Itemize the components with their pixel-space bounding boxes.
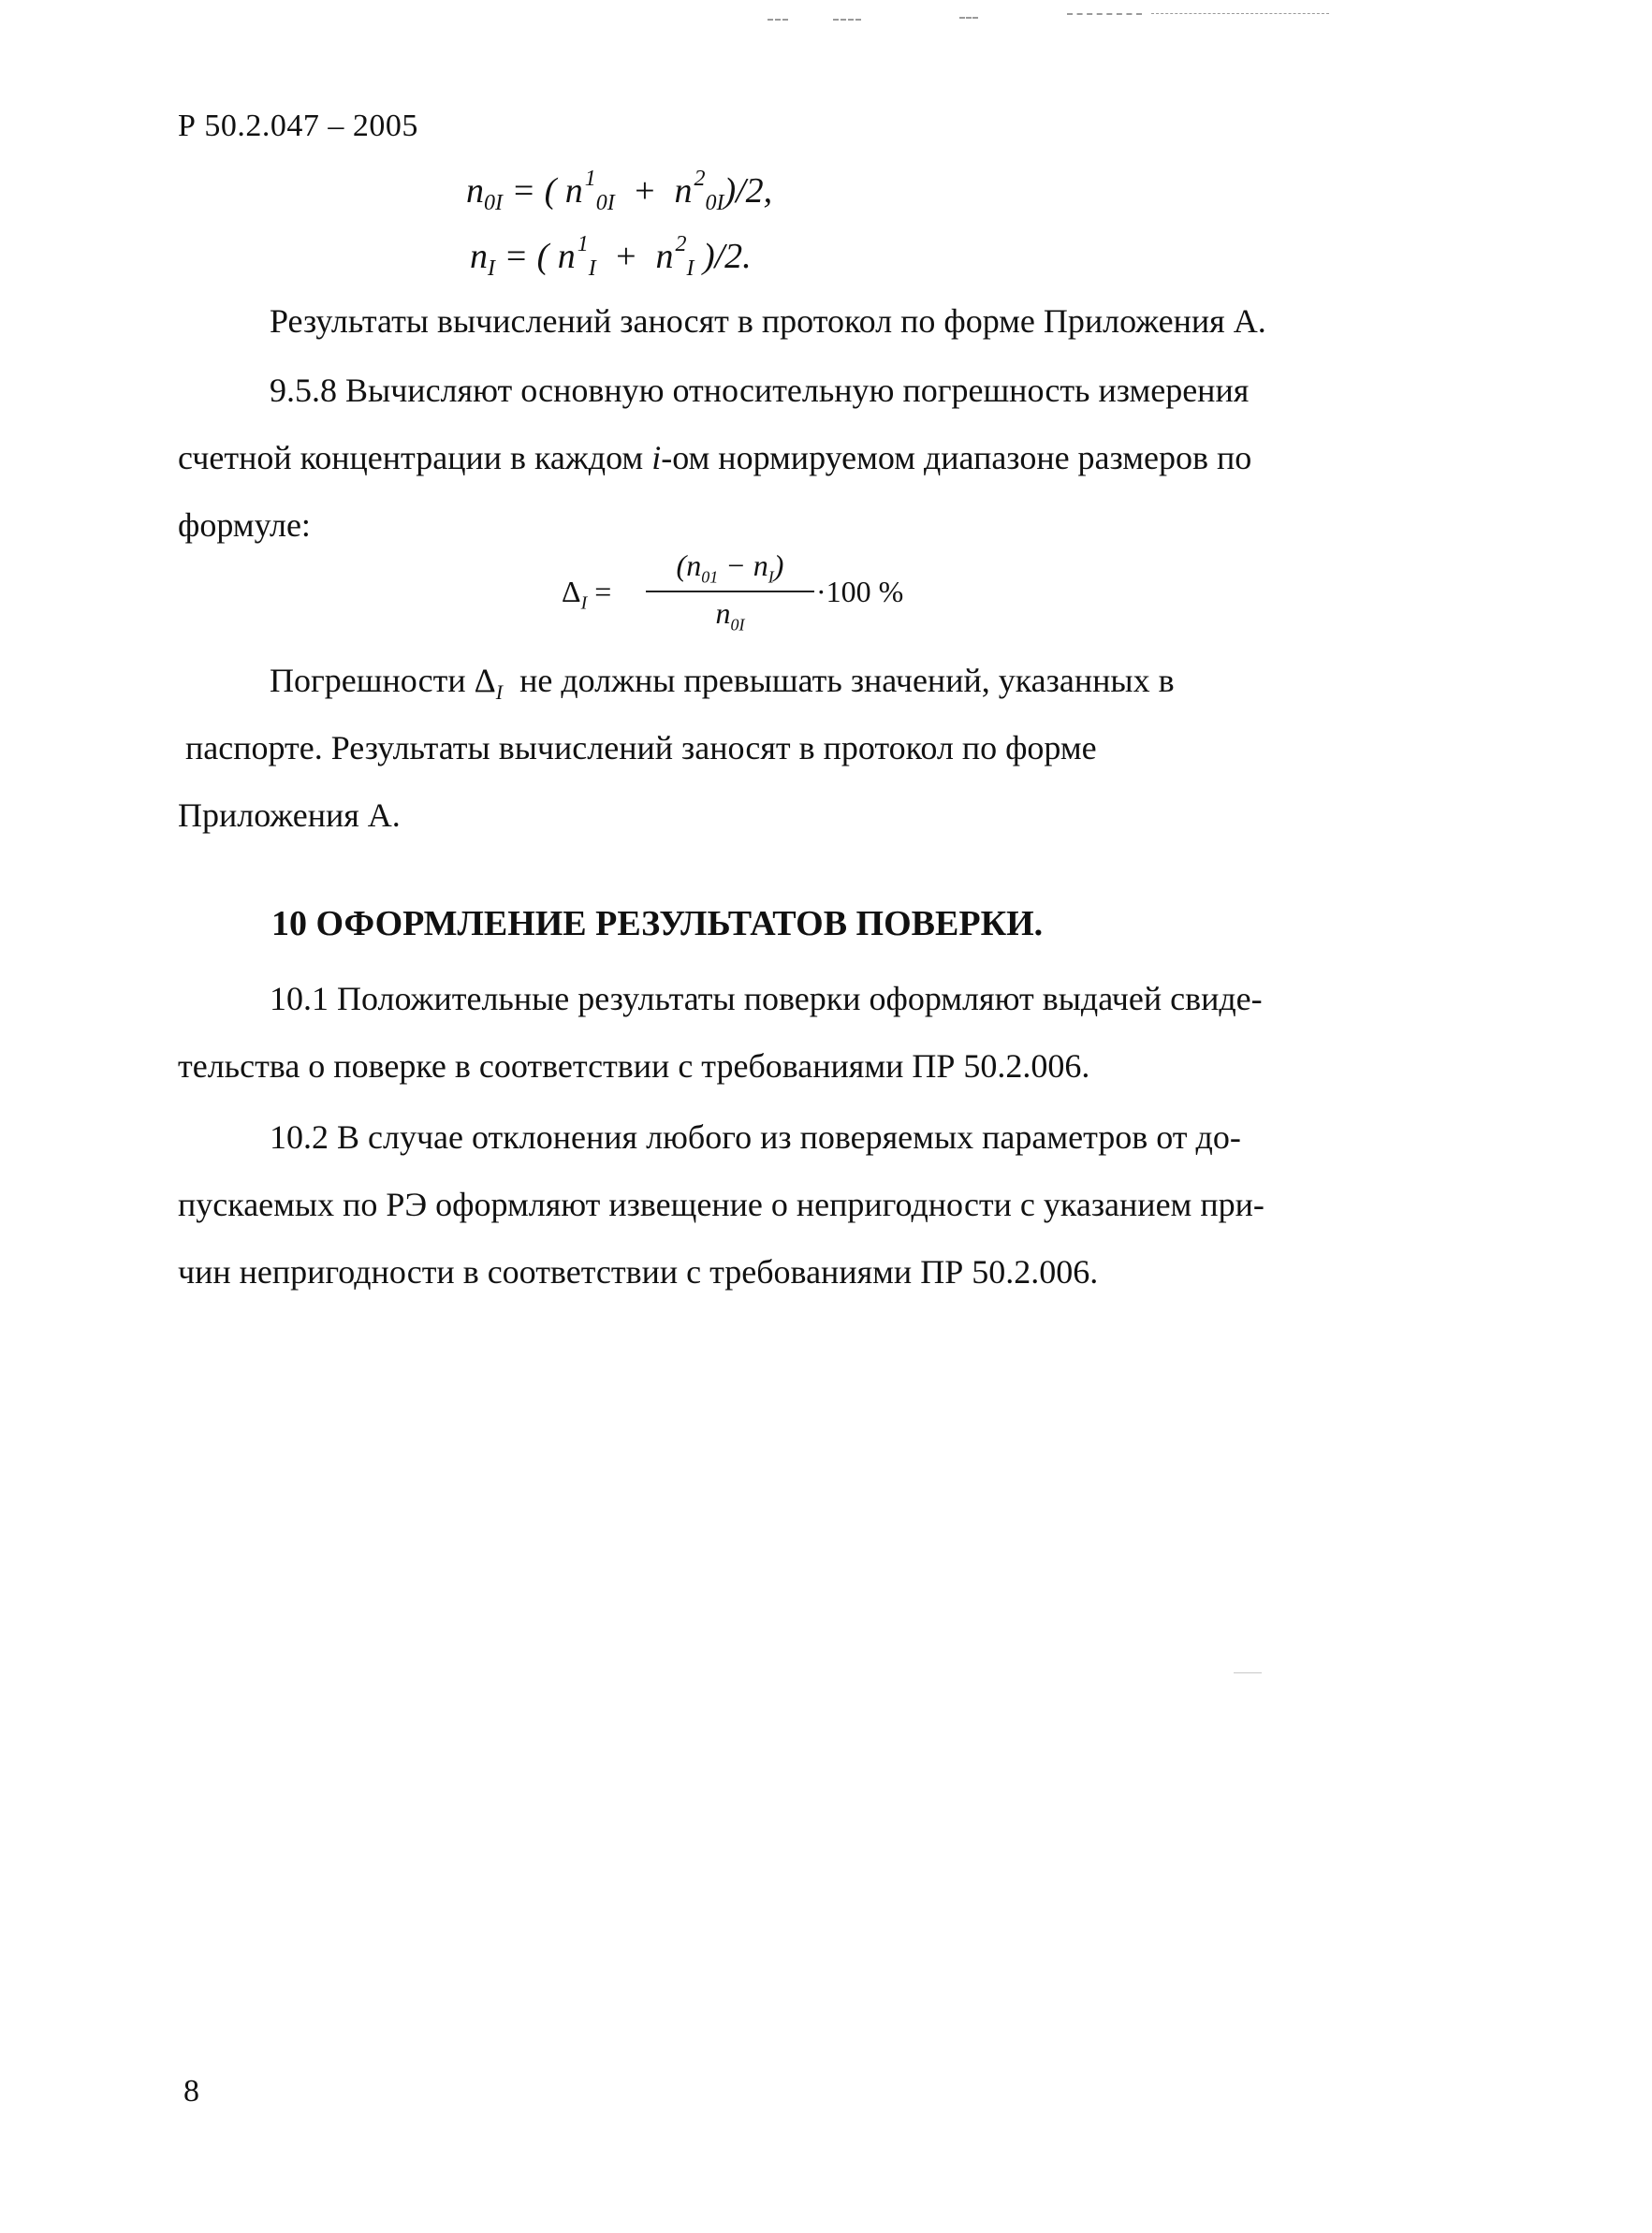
scan-artifact-marks xyxy=(768,13,1357,24)
paragraph-errors-line2: паспорте. Результаты вычислений заносят в протокол по форме xyxy=(185,729,1097,766)
paragraph-101-line1: 10.1 Положительные результаты поверки оформляют выдачей свиде- xyxy=(270,980,1263,1017)
formula-ni: $n_I$ = ( $n^1_I + n^2_I$ )/2. xyxy=(470,232,752,281)
fraction-denominator: $n_{0I}$ xyxy=(715,596,745,635)
relative-error-formula xyxy=(562,548,936,642)
paragraph-102-line2: пускаемых по РЭ оформляют извещение о непригодности с указанием при- xyxy=(178,1186,1265,1223)
formula-fraction xyxy=(646,548,814,635)
paragraph-errors-line3: Приложения А. xyxy=(178,796,401,834)
paragraph-102-line1: 10.2 В случае отклонения любого из поверяемых параметров от до- xyxy=(270,1118,1241,1156)
formula-lhs: $\Delta_I$ = xyxy=(562,575,612,614)
formula-n0i: $n_{0I}$ = ( $n^1_{0I} + n^2_{0I})/2$, xyxy=(466,167,773,215)
scan-artifact-line xyxy=(1234,1672,1262,1673)
document-code-header: Р 50.2.047 – 2005 xyxy=(178,109,418,143)
paragraph-101-line2: тельства о поверке в соответствии с требованиями ПР 50.2.006. xyxy=(178,1047,1090,1085)
formula-rhs: ·100 % xyxy=(816,575,904,608)
paragraph-958-line1: 9.5.8 Вычисляют основную относительную погрешность измерения xyxy=(270,372,1250,409)
fraction-numerator: $(n_{01} - n_I)$ xyxy=(646,548,814,592)
paragraph-102-line3: чин непригодности в соответствии с требованиями ПР 50.2.006. xyxy=(178,1253,1099,1291)
paragraph-958-line2: счетной концентрации в каждом i-ом нормируемом диапазоне размеров по xyxy=(178,439,1252,476)
paragraph-results-record: Результаты вычислений заносят в протокол по форме Приложения А. xyxy=(270,302,1266,340)
paragraph-958-line3: формуле: xyxy=(178,506,311,544)
section-title: 10 ОФОРМЛЕНИЕ РЕЗУЛЬТАТОВ ПОВЕРКИ. xyxy=(271,904,1044,943)
paragraph-errors-line1: Погрешности $\Delta_I$ не должны превышать значений, указанных в xyxy=(270,662,1175,705)
page-number: 8 xyxy=(183,2074,199,2109)
